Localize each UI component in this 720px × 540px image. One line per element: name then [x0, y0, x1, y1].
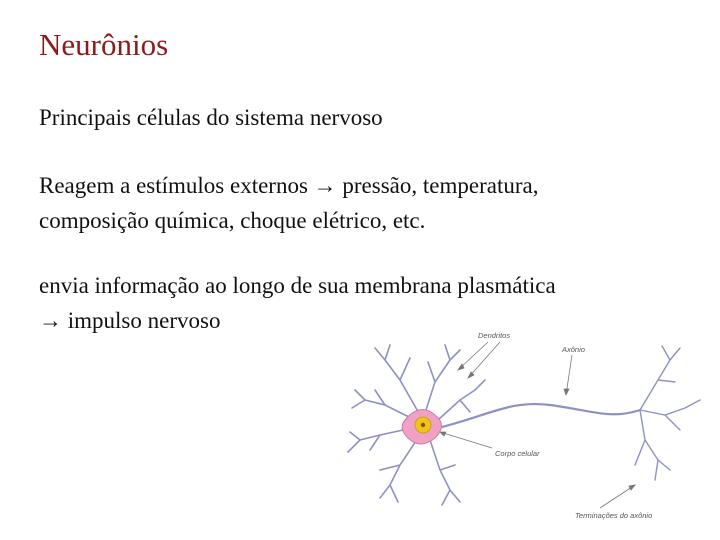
neuron-diagram	[340, 320, 720, 540]
paragraph-3-line-1: envia informação ao longo de sua membrana plasmática	[39, 273, 556, 298]
paragraph-3-line-2: → impulso nervoso	[39, 308, 221, 333]
label-terminacoes: Terminações do axônio	[575, 511, 653, 520]
label-pointers	[440, 342, 635, 508]
cell-body	[402, 410, 441, 444]
paragraph-2-line-1: Reagem a estímulos externos → pressão, temperatura,	[39, 173, 539, 198]
label-corpo-celular: Corpo celular	[495, 449, 540, 458]
axon	[438, 404, 640, 428]
axon-terminals	[635, 346, 700, 480]
slide-title: Neurônios	[39, 27, 169, 62]
paragraph-2-line-2: composição química, choque elétrico, etc.	[39, 208, 426, 233]
paragraph-1-line-1: Principais células do sistema nervoso	[39, 105, 383, 130]
neuron-illustration	[340, 320, 720, 540]
paragraph-2	[39, 168, 538, 238]
label-dendritos: Dendritos	[478, 331, 511, 340]
label-axonio: Axônio	[562, 345, 585, 354]
paragraph-1	[39, 100, 383, 135]
